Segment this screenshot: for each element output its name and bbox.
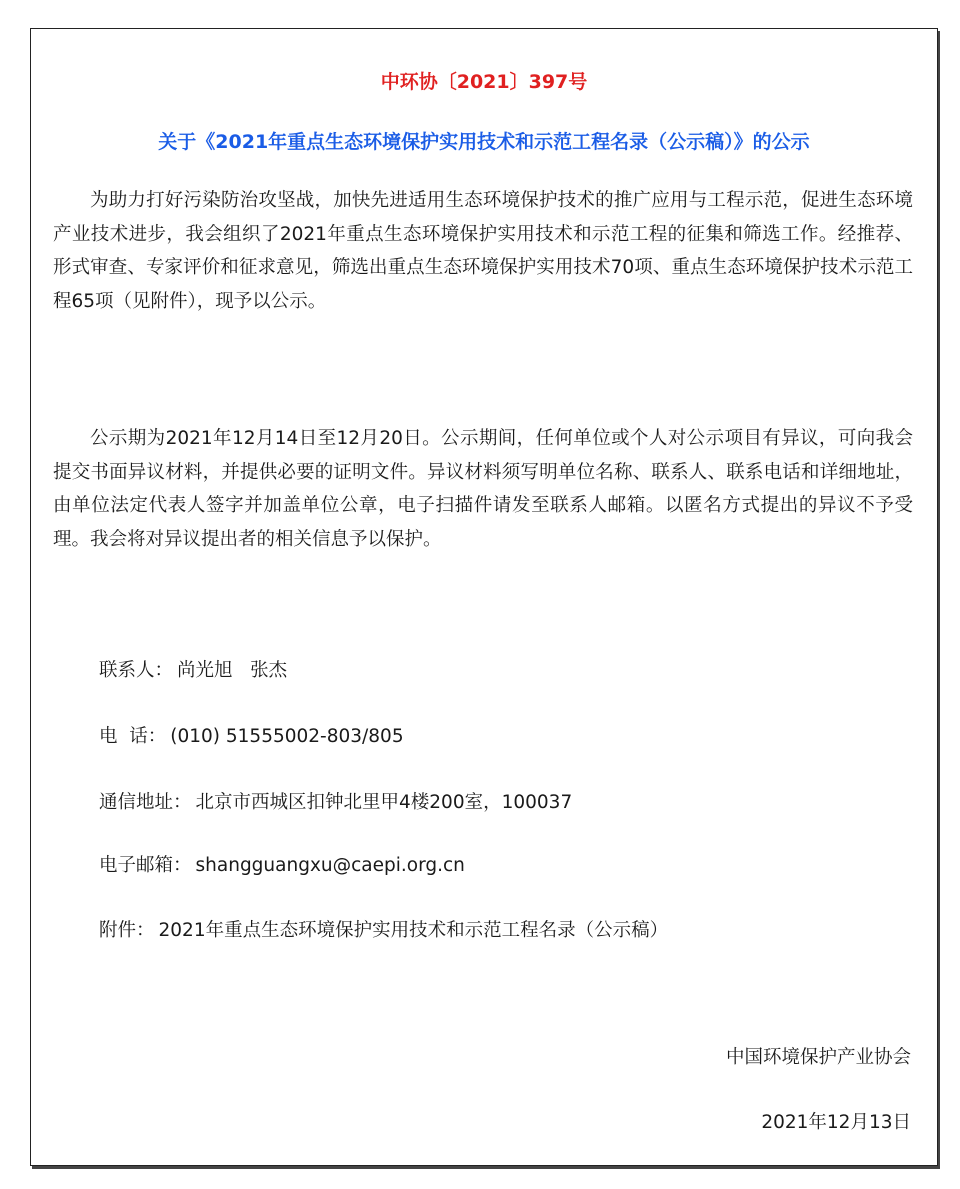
body-paragraph-period: 公示期为2021年12月14日至12月20日。公示期间，任何单位或个人对公示项目有异议，可向我会提交书面异议材料，并提供必要的证明文件。异议材料须写明单位名称、联系人、联系电话和详细地址，由单位法定代表人签字并加盖单位公章，电子扫描件请发至联系人邮箱。以匿名方式提出的异议不予受理。我会将对异议提出者的相关信息予以保护。: [53, 428, 913, 550]
email-label: 电子邮箱：: [99, 855, 192, 876]
document-title: 关于《2021年重点生态环境保护实用技术和示范工程名录（公示稿）》的公示: [158, 131, 810, 153]
address-line: [99, 789, 572, 817]
phone-line: [99, 723, 404, 751]
phone-label: 电 话：: [99, 726, 167, 747]
attachment-line: [99, 917, 668, 945]
document-number: 中环协〔2021〕397号: [380, 71, 588, 93]
address-label: 通信地址：: [99, 792, 192, 813]
attachment-link[interactable]: 2021年重点生态环境保护实用技术和示范工程名录（公示稿）: [158, 920, 669, 941]
email-value: shangguangxu@caepi.org.cn: [195, 855, 465, 876]
signature-organization: 中国环境保护产业协会: [725, 1047, 911, 1068]
contact-value: 尚光旭 张杰: [177, 660, 288, 681]
phone-value: (010) 51555002-803/805: [170, 726, 404, 747]
email-line: [99, 852, 465, 880]
address-value: 北京市西城区扣钟北里甲4楼200室，100037: [195, 792, 573, 813]
body-paragraph-intro: 为助力打好污染防治攻坚战，加快先进适用生态环境保护技术的推广应用与工程示范，促进生态环境产业技术进步，我会组织了2021年重点生态环境保护实用技术和示范工程的征集和筛选工作。经推荐、形式审查、专家评价和征求意见，筛选出重点生态环境保护实用技术70项、重点生态环境保护技术示范工程65项（见附件），现予以公示。: [53, 190, 913, 312]
signature-date: 2021年12月13日: [761, 1112, 911, 1133]
document-page: [30, 28, 938, 1166]
contact-line: [99, 657, 287, 685]
contact-label: 联系人：: [99, 660, 174, 681]
attachment-label: 附件：: [99, 920, 155, 941]
